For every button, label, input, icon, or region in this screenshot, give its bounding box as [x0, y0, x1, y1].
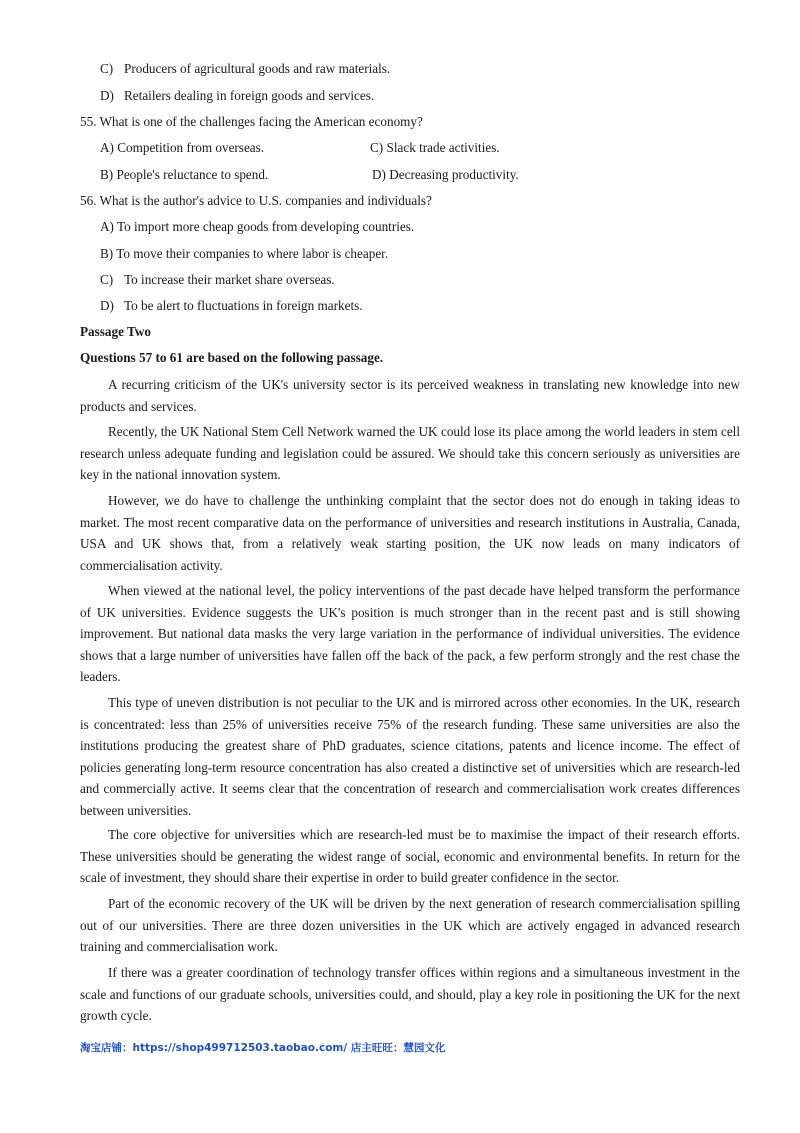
q56-option-d	[100, 297, 363, 315]
passage-paragraph-8: If there was a greater coordination of technology transfer offices within regions and a simultaneous investment in the scale and functions of our graduate schools, universities could, and should, play a key role in positioning the UK for the next growth cycle.	[80, 965, 740, 1023]
passage-paragraph-4: When viewed at the national level, the policy interventions of the past decade have helped transform the performance of UK universities. Evidence suggests the UK's position is much stronger than in the recent past and is still showing improvement. But national data masks the very large variation in the performance of individual universities. The evidence shows that a large number of universities have fallen off the back of the pack, a few perform strongly and the rest chase the leaders.	[80, 583, 740, 684]
option-letter: D)	[100, 88, 114, 103]
option-letter: C)	[100, 272, 114, 287]
q56-option-b: B) To move their companies to where labor is cheaper.	[100, 246, 389, 261]
option-letter: D)	[100, 298, 114, 313]
q55-option-d: D) Decreasing productivity.	[372, 167, 519, 182]
passage-instruction: Questions 57 to 61 are based on the following passage.	[80, 350, 384, 365]
passage-paragraph-7: Part of the economic recovery of the UK will be driven by the next generation of research commercialisation spilling out of our universities. There are three dozen universities in the UK which are actively engaged in advanced research training and commercialisation work.	[80, 896, 740, 954]
q55-option-b: B) People's reluctance to spend.	[100, 167, 269, 182]
passage-paragraph-1: A recurring criticism of the UK's university sector is its perceived weakness in translating new knowledge into new products and services.	[80, 377, 740, 414]
option-text: To be alert to fluctuations in foreign markets.	[124, 298, 363, 313]
passage-paragraph-5: This type of uneven distribution is not peculiar to the UK and is mirrored across other economies. In the UK, research is concentrated: less than 25% of universities receive 75% of the research funding. These same universities are also the institutions producing the greatest share of PhD graduates, science citations, patents and licence income. The effect of policies generating long-term resource concentration has also created a distinctive set of universities which are research-led and commercially active. It seems clear that the concentration of research and commercialisation work creates differences between universities.	[80, 695, 740, 818]
q56-option-a: A) To import more cheap goods from developing countries.	[100, 219, 415, 234]
passage-paragraph-3: However, we do have to challenge the unthinking complaint that the sector does not do enough in taking ideas to market. The most recent comparative data on the performance of universities and research institutions in Australia, Canada, USA and UK shows that, from a relatively weak starting position, the UK now leads on many indicators of commercialisation activity.	[80, 493, 740, 573]
q54-option-c	[100, 60, 390, 78]
option-text: To increase their market share overseas.	[124, 272, 335, 287]
passage-paragraph-6: The core objective for universities which are research-led must be to maximise the impact of their research efforts. These universities should be generating the widest range of social, economic and environmental benefits. In return for the scale of investment, they should share their expertise in order to build greater confidence in the sector.	[80, 827, 740, 885]
option-text: Retailers dealing in foreign goods and services.	[124, 88, 375, 103]
q54-option-d	[100, 87, 374, 105]
q55-option-a: A) Competition from overseas.	[100, 140, 265, 155]
option-text: Producers of agricultural goods and raw materials.	[124, 61, 391, 76]
q56-option-c	[100, 271, 335, 289]
q56-stem: 56. What is the author's advice to U.S. companies and individuals?	[80, 193, 432, 208]
passage-paragraph-2: Recently, the UK National Stem Cell Network warned the UK could lose its place among the world leaders in stem cell research unless adequate funding and legislation could be assured. We should take this concern seriously as universities are key in the national innovation system.	[80, 424, 740, 482]
footer-shop-link[interactable]: 淘宝店铺：https://shop499712503.taobao.com/ 店主旺旺：慧园文化	[80, 1042, 446, 1054]
q55-stem: 55. What is one of the challenges facing the American economy?	[80, 114, 423, 129]
q55-option-c: C) Slack trade activities.	[370, 140, 500, 155]
option-letter: C)	[100, 61, 114, 76]
passage-title: Passage Two	[80, 324, 151, 339]
